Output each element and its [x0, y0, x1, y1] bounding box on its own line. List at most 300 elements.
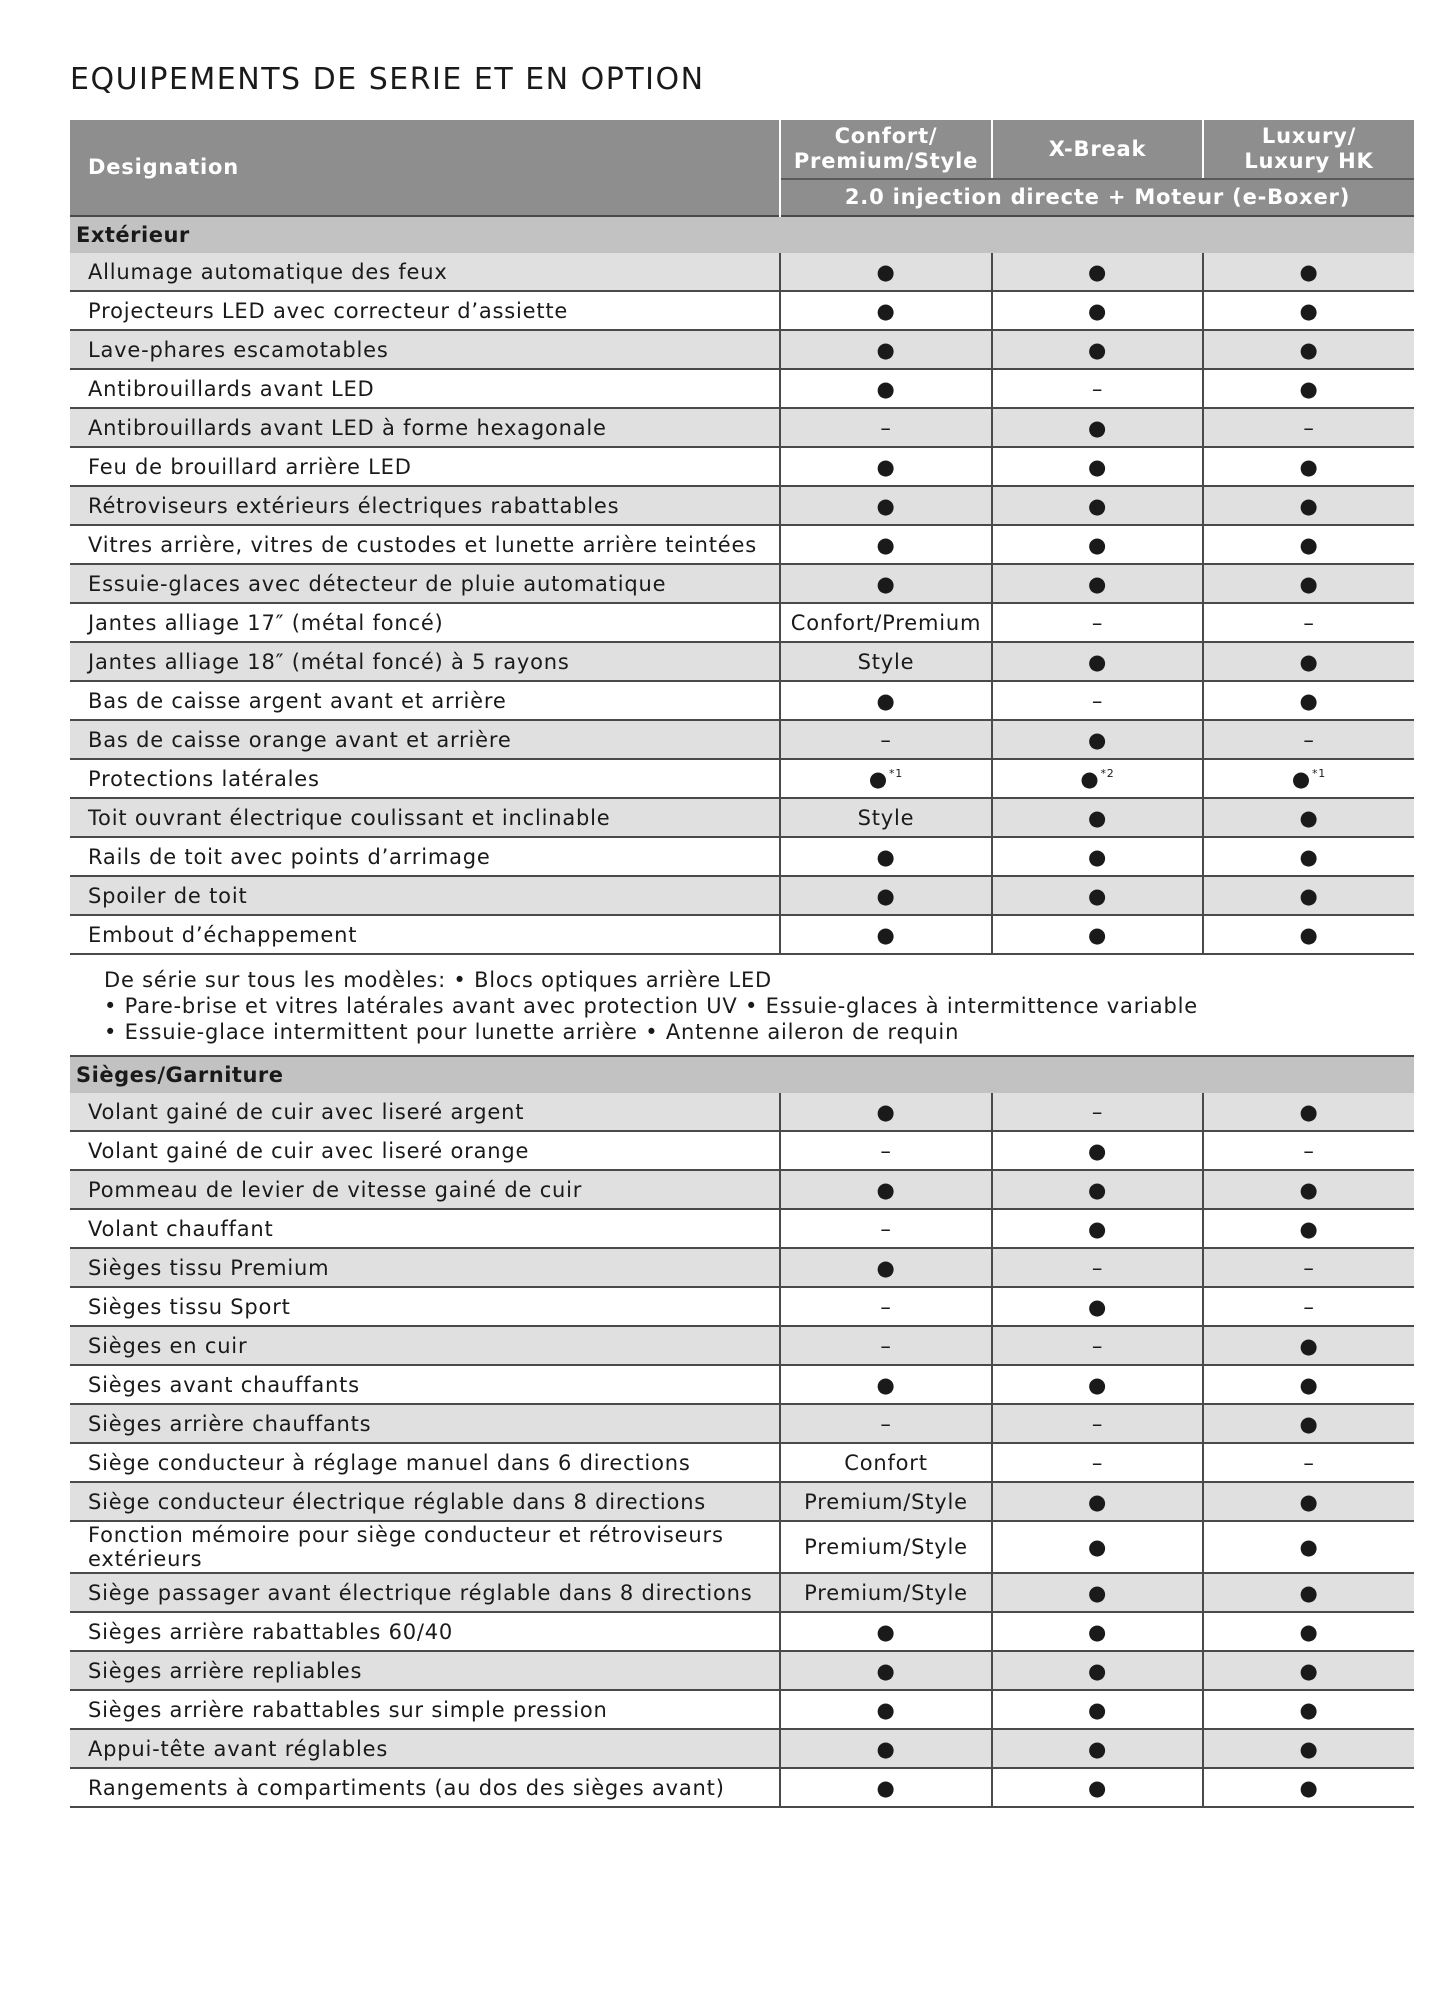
section-header	[70, 216, 1414, 253]
table-row	[70, 564, 1414, 603]
cell-value: ●	[1087, 844, 1108, 869]
cell-value: ●	[1087, 259, 1108, 284]
value-luxury	[1203, 1729, 1414, 1768]
footnote-marker: *1	[1312, 766, 1327, 780]
table-row	[70, 1690, 1414, 1729]
value-luxury	[1203, 1690, 1414, 1729]
cell-value: –	[1303, 610, 1315, 635]
value-confort	[780, 1612, 992, 1651]
cell-value: ●	[876, 1099, 896, 1124]
cell-value: ●	[1087, 1372, 1108, 1397]
cell-value: ●	[876, 1736, 896, 1761]
feature-label: Siège conducteur électrique réglable dans 8 directions	[70, 1482, 780, 1521]
cell-value: ●	[1087, 1697, 1108, 1722]
cell-value: –	[1091, 1099, 1104, 1124]
value-xbreak	[992, 1768, 1203, 1807]
cell-value: ●	[1087, 1294, 1108, 1319]
cell-value: ●	[876, 883, 896, 908]
table-row	[70, 408, 1414, 447]
cell-value: ●	[1087, 1775, 1108, 1800]
footnote-marker: *1	[889, 766, 904, 780]
cell-value: ●	[1299, 1333, 1319, 1358]
engine-header: 2.0 injection directe + Moteur (e-Boxer)	[780, 179, 1414, 216]
cell-value: Confort/Premium	[790, 610, 982, 635]
table-row	[70, 1612, 1414, 1651]
value-luxury	[1203, 1573, 1414, 1612]
equipment-table	[70, 120, 1414, 1808]
value-luxury	[1203, 1209, 1414, 1248]
cell-value: ●	[1299, 1619, 1319, 1644]
value-xbreak	[992, 681, 1203, 720]
value-luxury	[1203, 1365, 1414, 1404]
cell-value: Confort	[844, 1450, 928, 1475]
cell-value: ●	[1299, 1177, 1319, 1202]
table-row	[70, 1209, 1414, 1248]
cell-value: ●	[1087, 1177, 1108, 1202]
value-confort	[780, 642, 992, 681]
value-xbreak	[992, 369, 1203, 408]
standard-equipment-note	[70, 954, 1414, 1056]
value-xbreak	[992, 1443, 1203, 1482]
cell-value: ●	[876, 532, 896, 557]
table-row	[70, 1404, 1414, 1443]
feature-label: Fonction mémoire pour siège conducteur et rétroviseurs extérieurs	[70, 1521, 780, 1573]
section-header	[70, 1056, 1414, 1093]
table-row	[70, 1443, 1414, 1482]
cell-value: –	[1303, 1255, 1315, 1280]
value-confort	[780, 564, 992, 603]
value-xbreak	[992, 1365, 1203, 1404]
feature-label: Sièges arrière rabattables sur simple pression	[70, 1690, 780, 1729]
cell-value: ●	[876, 1658, 896, 1683]
table-row	[70, 1651, 1414, 1690]
value-xbreak	[992, 1612, 1203, 1651]
value-luxury	[1203, 1612, 1414, 1651]
table-row	[70, 876, 1414, 915]
value-confort	[780, 1404, 992, 1443]
feature-label: Protections latérales	[70, 759, 780, 798]
value-luxury	[1203, 759, 1414, 798]
feature-label: Feu de brouillard arrière LED	[70, 447, 780, 486]
value-confort	[780, 1248, 992, 1287]
cell-value: –	[1303, 415, 1315, 440]
cell-value: –	[880, 1138, 892, 1163]
value-xbreak	[992, 915, 1203, 954]
cell-value: ●	[1299, 571, 1319, 596]
cell-value: ●	[1299, 1535, 1319, 1559]
value-luxury	[1203, 1326, 1414, 1365]
feature-label: Appui-tête avant réglables	[70, 1729, 780, 1768]
cell-value: ●	[1299, 1372, 1319, 1397]
feature-label: Essuie-glaces avec détecteur de pluie automatique	[70, 564, 780, 603]
cell-value: ●	[1299, 1697, 1319, 1722]
table-row	[70, 447, 1414, 486]
feature-label: Volant gainé de cuir avec liseré orange	[70, 1131, 780, 1170]
value-luxury	[1203, 1248, 1414, 1287]
cell-value: Style	[857, 805, 915, 830]
table-row	[70, 1248, 1414, 1287]
value-xbreak	[992, 408, 1203, 447]
cell-value: ●	[1299, 1775, 1319, 1800]
cell-value: –	[1303, 727, 1315, 752]
cell-value: ●	[1087, 1619, 1108, 1644]
value-confort	[780, 837, 992, 876]
cell-value: –	[1303, 1138, 1315, 1163]
value-xbreak	[992, 1573, 1203, 1612]
feature-label: Sièges en cuir	[70, 1326, 780, 1365]
value-xbreak	[992, 564, 1203, 603]
value-luxury	[1203, 1482, 1414, 1521]
cell-value: ●	[1087, 532, 1108, 557]
cell-value: –	[880, 1294, 892, 1319]
value-luxury	[1203, 1287, 1414, 1326]
value-xbreak	[992, 525, 1203, 564]
feature-label: Siège passager avant électrique réglable dans 8 directions	[70, 1573, 780, 1612]
value-luxury	[1203, 681, 1414, 720]
value-confort	[780, 369, 992, 408]
cell-value: Premium/Style	[804, 1489, 968, 1514]
table-row	[70, 1287, 1414, 1326]
value-xbreak	[992, 1209, 1203, 1248]
cell-value: ●	[1299, 1580, 1319, 1605]
cell-value: ●	[1299, 298, 1319, 323]
table-row	[70, 1573, 1414, 1612]
cell-value: ●	[1299, 337, 1319, 362]
feature-label: Lave-phares escamotables	[70, 330, 780, 369]
feature-label: Sièges tissu Premium	[70, 1248, 780, 1287]
value-xbreak	[992, 837, 1203, 876]
cell-value: –	[1091, 1333, 1104, 1358]
value-luxury	[1203, 837, 1414, 876]
value-confort	[780, 876, 992, 915]
value-luxury	[1203, 1651, 1414, 1690]
value-luxury	[1203, 1521, 1414, 1573]
table-row	[70, 759, 1414, 798]
cell-value: ●	[1299, 922, 1319, 947]
note-line: • Pare-brise et vitres latérales avant avec protection UV • Essuie-glaces à intermittence variable	[104, 994, 1198, 1018]
feature-label: Toit ouvrant électrique coulissant et inclinable	[70, 798, 780, 837]
value-confort	[780, 759, 992, 798]
value-luxury	[1203, 447, 1414, 486]
value-luxury	[1203, 253, 1414, 291]
value-confort	[780, 720, 992, 759]
cell-value: –	[1091, 1411, 1104, 1436]
cell-value: ●	[876, 1372, 896, 1397]
value-confort	[780, 1287, 992, 1326]
value-xbreak	[992, 1404, 1203, 1443]
value-confort	[780, 681, 992, 720]
value-confort	[780, 1443, 992, 1482]
cell-value: ●	[1299, 688, 1319, 713]
value-xbreak	[992, 1690, 1203, 1729]
table-row	[70, 525, 1414, 564]
cell-value: ●	[1299, 844, 1319, 869]
feature-label: Sièges arrière rabattables 60/40	[70, 1612, 780, 1651]
cell-value: ●	[1299, 805, 1319, 830]
value-luxury	[1203, 603, 1414, 642]
section-title: Extérieur	[70, 216, 1414, 253]
cell-value: ●	[1087, 1138, 1108, 1163]
value-luxury	[1203, 1404, 1414, 1443]
cell-value: ●	[1299, 1736, 1319, 1761]
value-confort	[780, 1651, 992, 1690]
feature-label: Antibrouillards avant LED à forme hexagonale	[70, 408, 780, 447]
value-confort	[780, 253, 992, 291]
feature-label: Embout d’échappement	[70, 915, 780, 954]
value-confort	[780, 603, 992, 642]
table-row	[70, 915, 1414, 954]
value-luxury	[1203, 408, 1414, 447]
cell-value: ●	[876, 454, 896, 479]
column-header-luxury: Luxury/ Luxury HK	[1203, 120, 1414, 179]
cell-value: –	[1091, 610, 1104, 635]
value-xbreak	[992, 330, 1203, 369]
value-xbreak	[992, 486, 1203, 525]
value-confort	[780, 1365, 992, 1404]
cell-value: ●	[876, 844, 896, 869]
table-row	[70, 369, 1414, 408]
table-row	[70, 1093, 1414, 1131]
value-confort	[780, 525, 992, 564]
cell-value: ●	[876, 1697, 896, 1722]
feature-label: Bas de caisse argent avant et arrière	[70, 681, 780, 720]
feature-label: Rails de toit avec points d’arrimage	[70, 837, 780, 876]
feature-label: Sièges avant chauffants	[70, 1365, 780, 1404]
table-row	[70, 1131, 1414, 1170]
cell-value: ●	[1291, 766, 1311, 791]
table-row	[70, 798, 1414, 837]
value-luxury	[1203, 876, 1414, 915]
cell-value: ●	[876, 259, 896, 284]
note-line: De série sur tous les modèles: • Blocs optiques arrière LED	[104, 968, 772, 992]
value-confort	[780, 798, 992, 837]
cell-value: Premium/Style	[804, 1535, 968, 1559]
value-luxury	[1203, 486, 1414, 525]
value-luxury	[1203, 798, 1414, 837]
feature-label: Vitres arrière, vitres de custodes et lunette arrière teintées	[70, 525, 780, 564]
feature-label: Volant gainé de cuir avec liseré argent	[70, 1093, 780, 1131]
feature-label: Sièges tissu Sport	[70, 1287, 780, 1326]
value-xbreak	[992, 291, 1203, 330]
value-luxury	[1203, 525, 1414, 564]
table-row	[70, 291, 1414, 330]
cell-value: ●	[876, 298, 896, 323]
cell-value: ●	[1299, 532, 1319, 557]
value-confort	[780, 1209, 992, 1248]
value-xbreak	[992, 876, 1203, 915]
value-confort	[780, 915, 992, 954]
note-line: • Essuie-glace intermittent pour lunette arrière • Antenne aileron de requin	[104, 1020, 960, 1044]
value-luxury	[1203, 369, 1414, 408]
value-luxury	[1203, 330, 1414, 369]
value-xbreak	[992, 1248, 1203, 1287]
value-xbreak	[992, 759, 1203, 798]
cell-value: –	[1091, 1450, 1104, 1475]
cell-value: ●	[876, 1775, 896, 1800]
cell-value: ●	[1087, 298, 1108, 323]
cell-value: ●	[876, 493, 896, 518]
cell-value: ●	[1087, 1535, 1108, 1559]
cell-value: ●	[876, 376, 896, 401]
value-xbreak	[992, 1729, 1203, 1768]
value-xbreak	[992, 603, 1203, 642]
cell-value: ●	[1299, 883, 1319, 908]
value-confort	[780, 1093, 992, 1131]
value-confort	[780, 1170, 992, 1209]
value-luxury	[1203, 1093, 1414, 1131]
cell-value: ●	[1087, 337, 1108, 362]
table-row	[70, 1170, 1414, 1209]
cell-value: Premium/Style	[804, 1580, 968, 1605]
value-confort	[780, 1729, 992, 1768]
cell-value: ●	[1087, 1658, 1108, 1683]
value-luxury	[1203, 915, 1414, 954]
table-row	[70, 330, 1414, 369]
cell-value: ●	[868, 766, 888, 791]
cell-value: ●	[1299, 1411, 1319, 1436]
cell-value: ●	[1299, 1658, 1319, 1683]
cell-value: ●	[876, 571, 896, 596]
cell-value: ●	[876, 1619, 896, 1644]
cell-value: ●	[1087, 571, 1108, 596]
cell-value: ●	[1299, 493, 1319, 518]
cell-value: ●	[1087, 1736, 1108, 1761]
value-luxury	[1203, 1170, 1414, 1209]
value-confort	[780, 1690, 992, 1729]
value-confort	[780, 330, 992, 369]
value-xbreak	[992, 1170, 1203, 1209]
value-luxury	[1203, 642, 1414, 681]
cell-value: –	[1303, 1294, 1315, 1319]
cell-value: ●	[876, 1255, 896, 1280]
value-luxury	[1203, 291, 1414, 330]
cell-value: ●	[1299, 259, 1319, 284]
feature-label: Allumage automatique des feux	[70, 253, 780, 291]
table-row	[70, 1521, 1414, 1573]
cell-value: ●	[1087, 493, 1108, 518]
cell-value: ●	[1087, 883, 1108, 908]
cell-value: –	[880, 415, 892, 440]
cell-value: ●	[876, 922, 896, 947]
cell-value: ●	[1087, 454, 1108, 479]
cell-value: –	[880, 1216, 892, 1241]
table-row	[70, 253, 1414, 291]
column-header-xbreak: X-Break	[992, 120, 1203, 179]
cell-value: ●	[1299, 454, 1319, 479]
table-row	[70, 486, 1414, 525]
value-confort	[780, 486, 992, 525]
feature-label: Projecteurs LED avec correcteur d’assiette	[70, 291, 780, 330]
value-confort	[780, 1326, 992, 1365]
cell-value: ●	[1087, 415, 1108, 440]
table-row	[70, 681, 1414, 720]
cell-value: ●	[1087, 1580, 1108, 1605]
table-row	[70, 603, 1414, 642]
cell-value: –	[880, 727, 892, 752]
cell-value: ●	[1299, 1489, 1319, 1514]
value-xbreak	[992, 642, 1203, 681]
cell-value: Style	[857, 649, 915, 674]
cell-value: ●	[1299, 649, 1319, 674]
feature-label: Bas de caisse orange avant et arrière	[70, 720, 780, 759]
value-luxury	[1203, 720, 1414, 759]
feature-label: Antibrouillards avant LED	[70, 369, 780, 408]
value-xbreak	[992, 1093, 1203, 1131]
page-title: EQUIPEMENTS DE SERIE ET EN OPTION	[70, 62, 705, 97]
value-xbreak	[992, 1131, 1203, 1170]
feature-label: Jantes alliage 18″ (métal foncé) à 5 rayons	[70, 642, 780, 681]
table-row	[70, 1768, 1414, 1807]
cell-value: ●	[1087, 805, 1108, 830]
value-xbreak	[992, 1326, 1203, 1365]
cell-value: –	[880, 1411, 892, 1436]
cell-value: ●	[1080, 766, 1100, 791]
value-confort	[780, 1131, 992, 1170]
cell-value: –	[1091, 376, 1104, 401]
cell-value: ●	[876, 688, 896, 713]
feature-label: Sièges arrière repliables	[70, 1651, 780, 1690]
value-confort	[780, 447, 992, 486]
table-row	[70, 1729, 1414, 1768]
column-header-confort: Confort/ Premium/Style	[780, 120, 992, 179]
table-body	[70, 216, 1414, 1807]
feature-label: Jantes alliage 17″ (métal foncé)	[70, 603, 780, 642]
feature-label: Pommeau de levier de vitesse gainé de cuir	[70, 1170, 780, 1209]
designation-header: Designation	[70, 120, 780, 216]
cell-value: ●	[876, 337, 896, 362]
cell-value: ●	[1299, 1099, 1319, 1124]
cell-value: ●	[1087, 922, 1108, 947]
cell-value: ●	[1299, 376, 1319, 401]
feature-label: Spoiler de toit	[70, 876, 780, 915]
cell-value: ●	[1087, 727, 1108, 752]
feature-label: Sièges arrière chauffants	[70, 1404, 780, 1443]
value-confort	[780, 1482, 992, 1521]
cell-value: ●	[876, 1177, 896, 1202]
value-luxury	[1203, 564, 1414, 603]
cell-value: –	[880, 1333, 892, 1358]
cell-value: ●	[1087, 1489, 1108, 1514]
value-confort	[780, 408, 992, 447]
value-xbreak	[992, 720, 1203, 759]
feature-label: Rangements à compartiments (au dos des sièges avant)	[70, 1768, 780, 1807]
value-xbreak	[992, 1482, 1203, 1521]
cell-value: –	[1091, 688, 1104, 713]
value-confort	[780, 1573, 992, 1612]
feature-label: Volant chauffant	[70, 1209, 780, 1248]
table-row	[70, 1482, 1414, 1521]
value-xbreak	[992, 798, 1203, 837]
value-xbreak	[992, 253, 1203, 291]
value-xbreak	[992, 1521, 1203, 1573]
table-row	[70, 837, 1414, 876]
table-row	[70, 1365, 1414, 1404]
cell-value: ●	[1087, 649, 1108, 674]
value-xbreak	[992, 1651, 1203, 1690]
value-luxury	[1203, 1443, 1414, 1482]
cell-value: –	[1091, 1255, 1104, 1280]
table-row	[70, 720, 1414, 759]
table-row	[70, 642, 1414, 681]
cell-value: ●	[1299, 1216, 1319, 1241]
value-luxury	[1203, 1131, 1414, 1170]
feature-label: Siège conducteur à réglage manuel dans 6 directions	[70, 1443, 780, 1482]
value-xbreak	[992, 447, 1203, 486]
feature-label: Rétroviseurs extérieurs électriques rabattables	[70, 486, 780, 525]
value-confort	[780, 1521, 992, 1573]
value-confort	[780, 1768, 992, 1807]
table-row	[70, 1326, 1414, 1365]
